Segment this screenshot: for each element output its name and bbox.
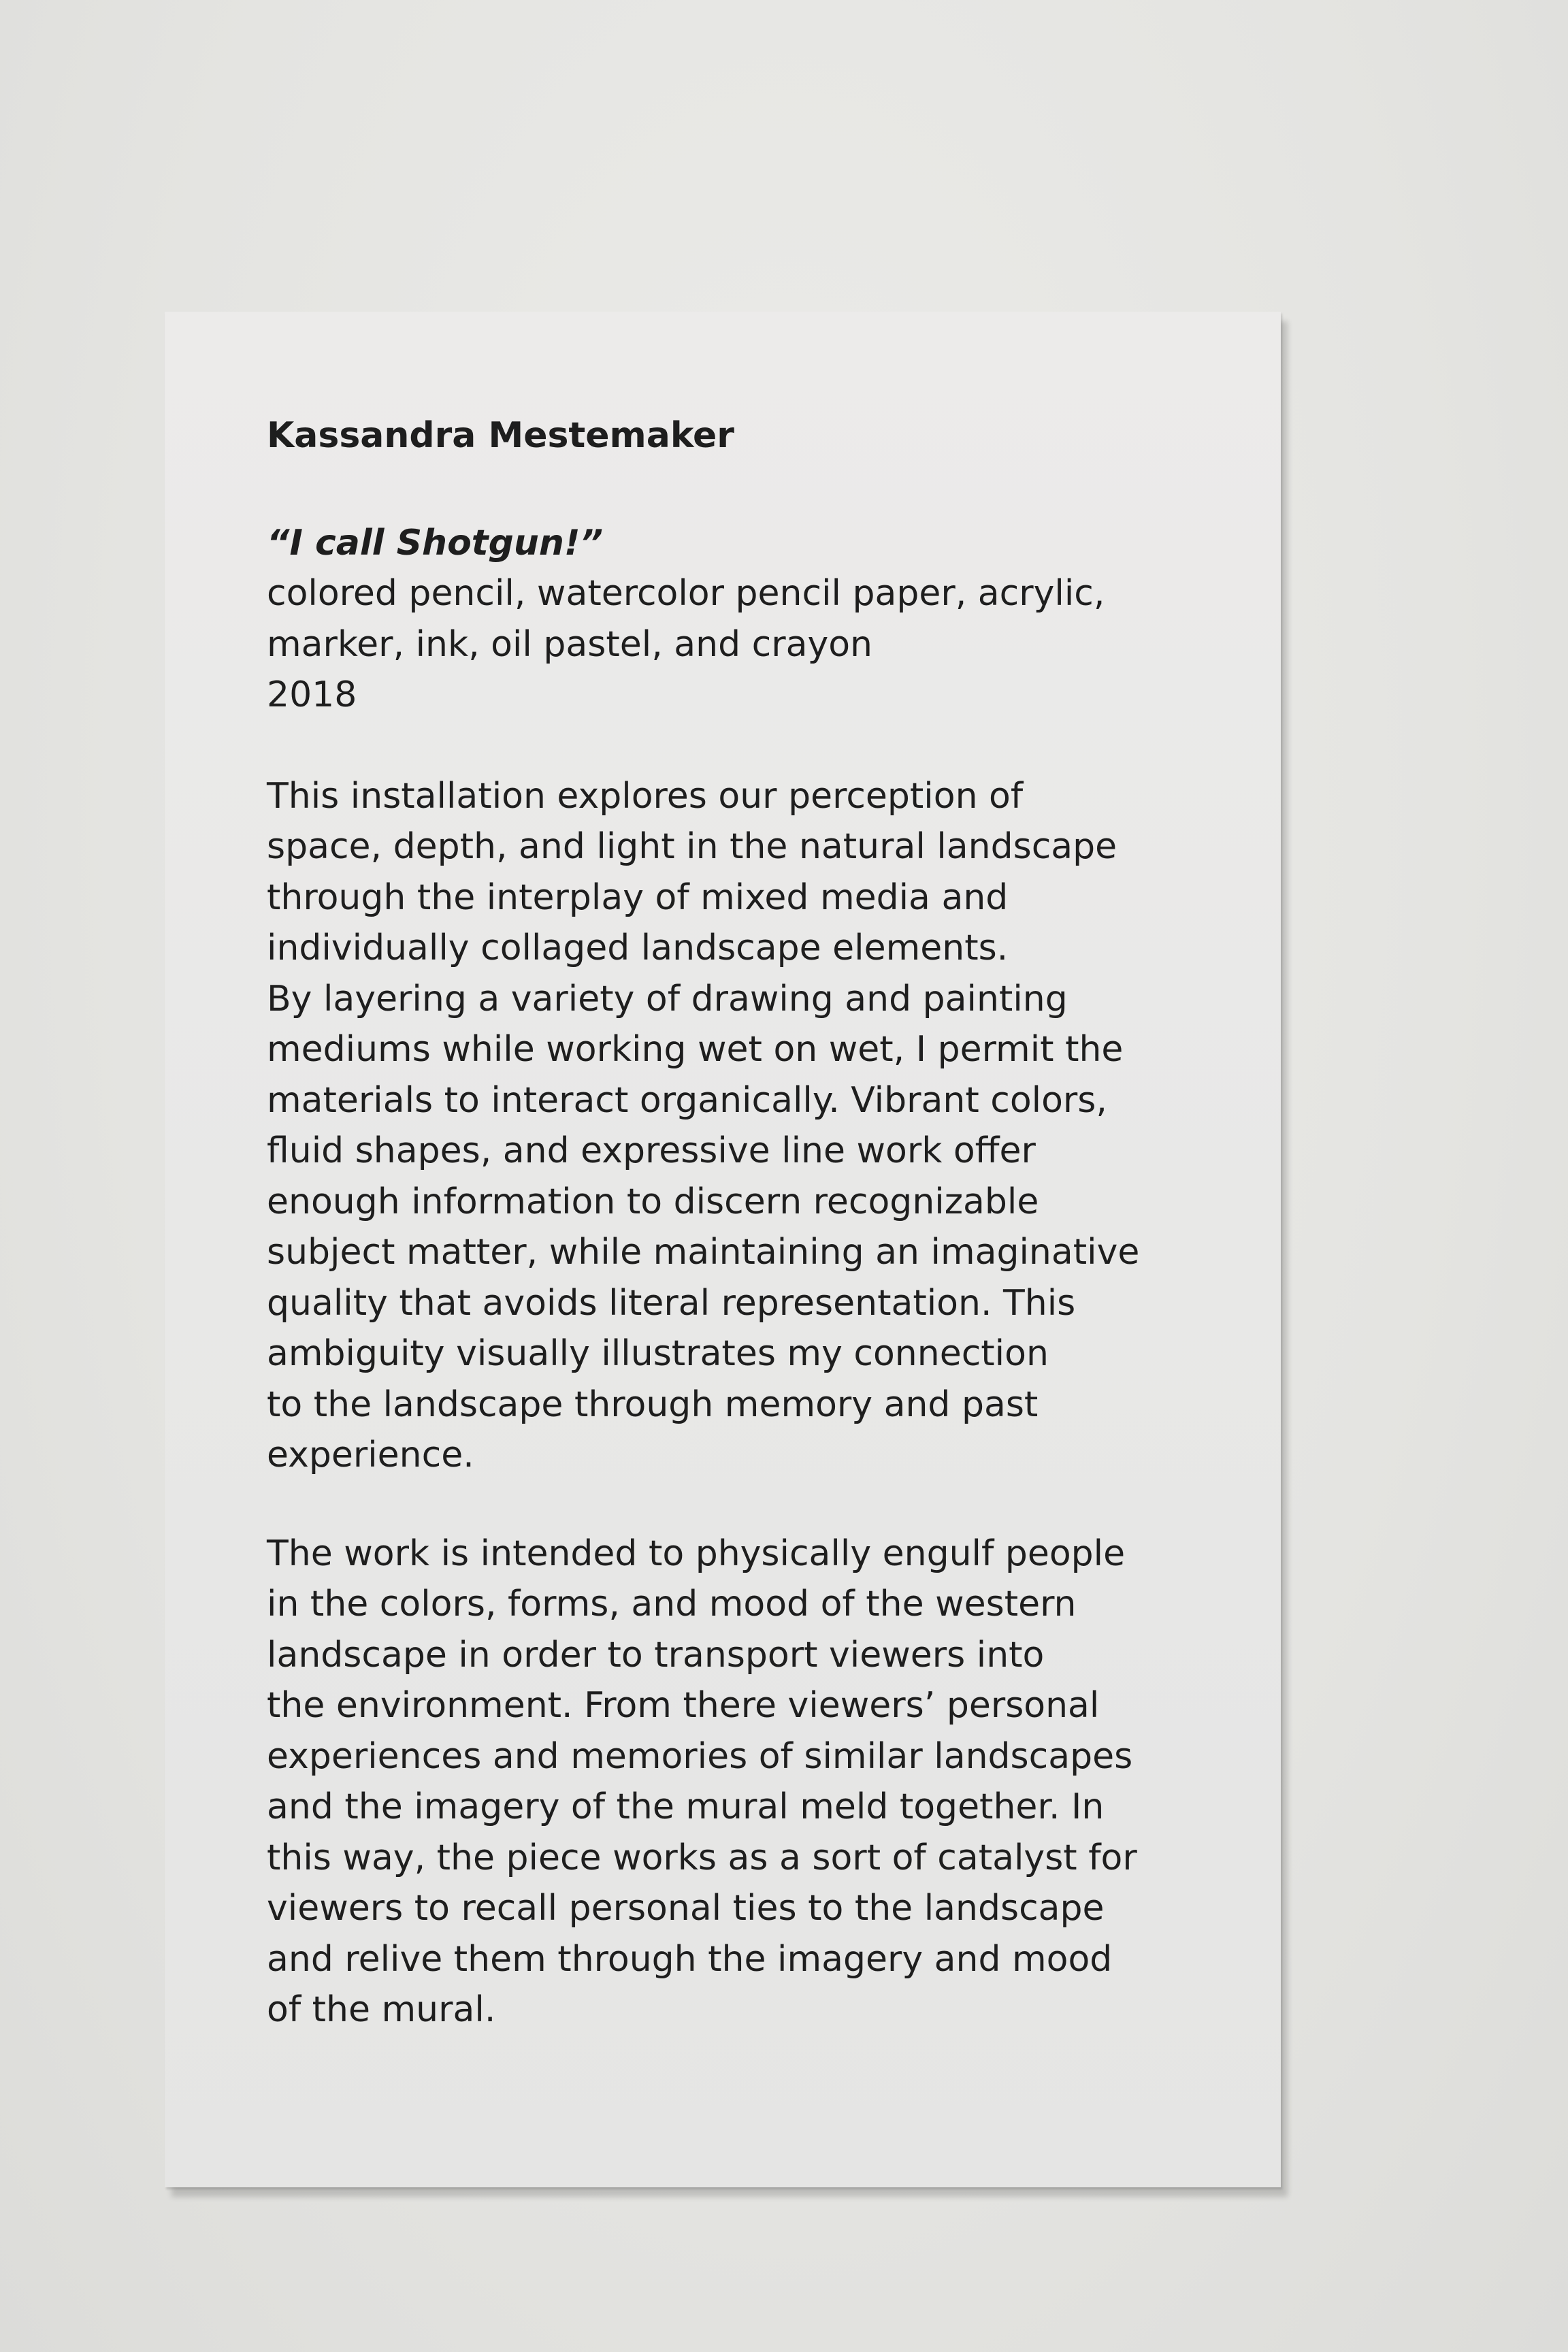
placard-text — [267, 410, 1247, 2036]
statement-paragraph-1 — [267, 771, 1247, 1481]
statement-line: mediums while working wet on wet, I permit the — [267, 1029, 1124, 1070]
statement-line: This installation explores our perception of — [267, 775, 1024, 817]
statement-line: and relive them through the imagery and mood — [267, 1938, 1113, 1980]
medium-line: colored pencil, watercolor pencil paper, acrylic, — [267, 573, 1105, 614]
wall-placard — [165, 312, 1281, 2187]
artwork-title: “I call Shotgun!” — [267, 523, 604, 564]
statement-paragraph-2 — [267, 1529, 1247, 2036]
statement-line: ambiguity visually illustrates my connection — [267, 1333, 1049, 1374]
statement-line: subject matter, while maintaining an imaginative — [267, 1232, 1140, 1273]
statement-line: experiences and memories of similar landscapes — [267, 1735, 1133, 1777]
statement-line: fluid shapes, and expressive line work offer — [267, 1130, 1036, 1171]
artist-name: Kassandra Mestemaker — [267, 415, 734, 456]
statement-line: enough information to discern recognizable — [267, 1181, 1039, 1222]
statement-line: By layering a variety of drawing and painting — [267, 978, 1068, 1019]
statement-line: through the interplay of mixed media and — [267, 877, 1009, 918]
medium-line: marker, ink, oil pastel, and crayon — [267, 623, 872, 665]
statement-line: experience. — [267, 1435, 474, 1475]
statement-line: landscape in order to transport viewers into — [267, 1634, 1045, 1676]
statement-line: this way, the piece works as a sort of catalyst for — [267, 1837, 1137, 1878]
statement-line: of the mural. — [267, 1989, 496, 2030]
statement-line: to the landscape through memory and past — [267, 1384, 1039, 1425]
statement-line: quality that avoids literal representation. This — [267, 1282, 1076, 1324]
statement-line: and the imagery of the mural meld together. In — [267, 1786, 1105, 1827]
statement-line: individually collaged landscape elements. — [267, 928, 1009, 968]
statement-line: the environment. From there viewers’ personal — [267, 1685, 1100, 1726]
statement-line: The work is intended to physically engulf people — [267, 1533, 1126, 1574]
artwork-year: 2018 — [267, 674, 357, 715]
statement-line: materials to interact organically. Vibrant colors, — [267, 1079, 1107, 1121]
statement-line: space, depth, and light in the natural landscape — [267, 826, 1117, 867]
statement-line: in the colors, forms, and mood of the western — [267, 1584, 1077, 1624]
statement-line: viewers to recall personal ties to the landscape — [267, 1888, 1105, 1929]
